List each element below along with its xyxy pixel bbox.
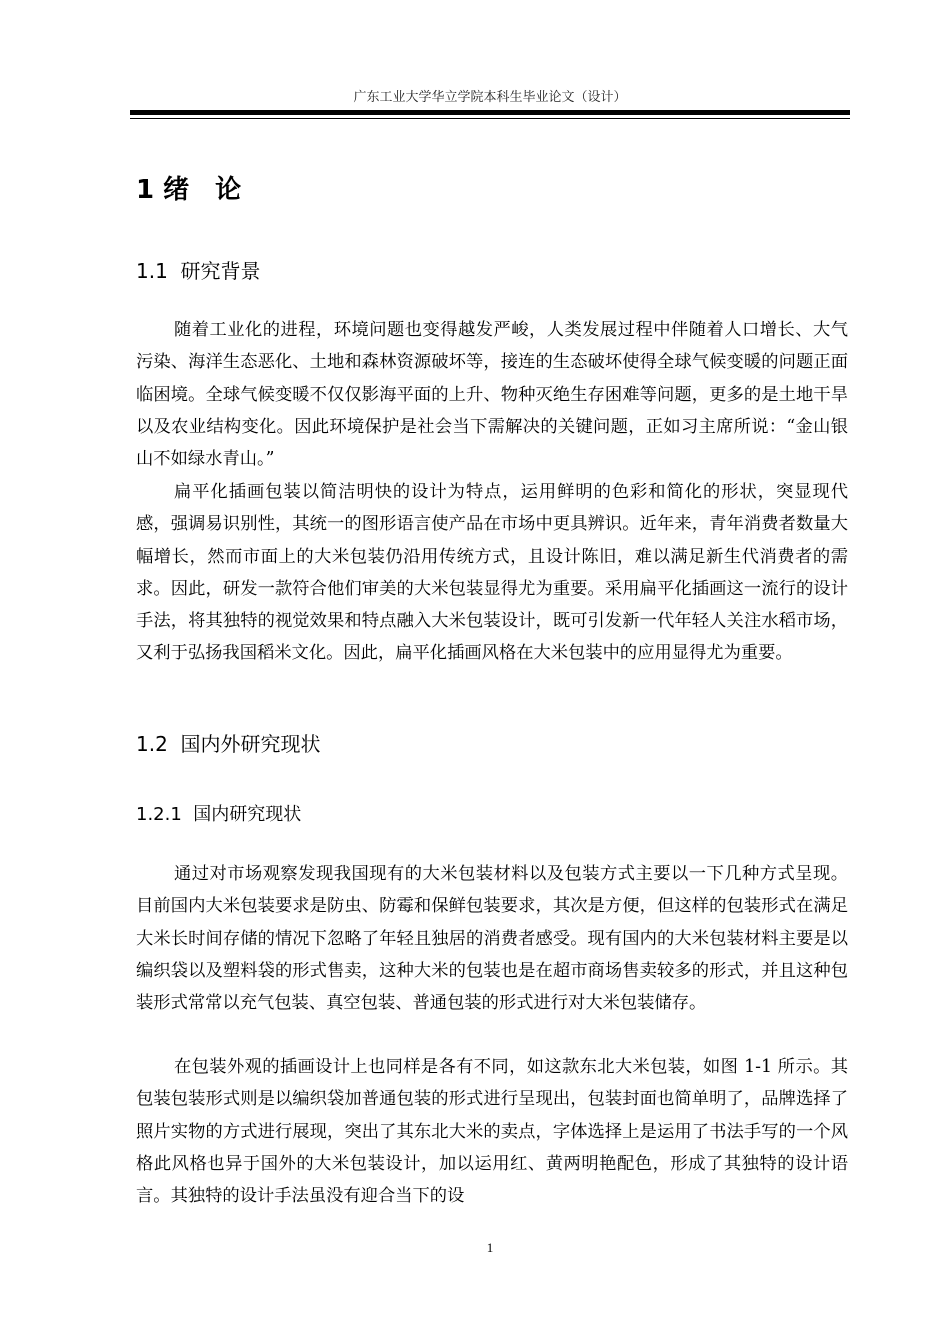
running-header: 广东工业大学华立学院本科生毕业论文（设计） — [353, 90, 627, 105]
section-heading-1-2: 1.2 国内外研究现状 — [136, 732, 321, 756]
chapter-title: 1 绪 论 — [136, 175, 242, 205]
header-rule — [130, 110, 850, 115]
paragraph: 随着工业化的进程，环境问题也变得越发严峻，人类发展过程中伴随着人口增长、大气污染、海洋生态恶化、土地和森林资源破坏等，接连的生态破坏使得全球气候变暖的问题正面临困境。全球气候变暖不仅仅影海平面的上升、物种灭绝生存困难等问题，更多的是土地干旱以及农业结构变化。因此环境保护是社会当下需解决的关键问题，正如习主席所说：“金山银山不如绿水青山。” — [136, 320, 848, 470]
header-rule-thin — [130, 118, 850, 119]
paragraph: 扁平化插画包装以简洁明快的设计为特点，运用鲜明的色彩和简化的形状，突显现代感，强调易识别性，其统一的图形语言使产品在市场中更具辨识。近年来，青年消费者数量大幅增长，然而市面上的大米包装仍沿用传统方式，且设计陈旧，难以满足新生代消费者的需求。因此，研发一款符合他们审美的大米包装显得尤为重要。采用扁平化插画这一流行的设计手法，将其独特的视觉效果和特点融入大米包装设计，既可引发新一代年轻人关注水稻市场，又利于弘扬我国稻米文化。因此，扁平化插画风格在大米包装中的应用显得尤为重要。 — [136, 482, 848, 664]
subsection-heading-1-2-1: 1.2.1 国内研究现状 — [136, 804, 302, 825]
paragraph: 通过对市场观察发现我国现有的大米包装材料以及包装方式主要以一下几种方式呈现。目前国内大米包装要求是防虫、防霉和保鲜包装要求，其次是方便，但这样的包装形式在满足大米长时间存储的情况下忽略了年轻且独居的消费者感受。现有国内的大米包装材料主要是以编织袋以及塑料袋的形式售卖，这种大米的包装也是在超市商场售卖较多的形式，并且这种包装形式常常以充气包装、真空包装、普通包装的形式进行对大米包装储存。 — [136, 864, 848, 1014]
section-heading-1-1: 1.1 研究背景 — [136, 259, 261, 283]
paragraph: 在包装外观的插画设计上也同样是各有不同，如这款东北大米包装，如图 1-1 所示。其包装包装形式则是以编织袋加普通包装的形式进行呈现出，包装封面也简单明了，品牌选择了照片实物的方式进行展现，突出了其东北大米的卖点，字体选择上是运用了书法手写的一个风格此风格也异于国外的大米包装设计，加以运用红、黄两明艳配色，形成了其独特的设计语言。其独特的设计手法虽没有迎合当下的设 — [136, 1057, 848, 1207]
page-number: 1 — [486, 1240, 494, 1255]
